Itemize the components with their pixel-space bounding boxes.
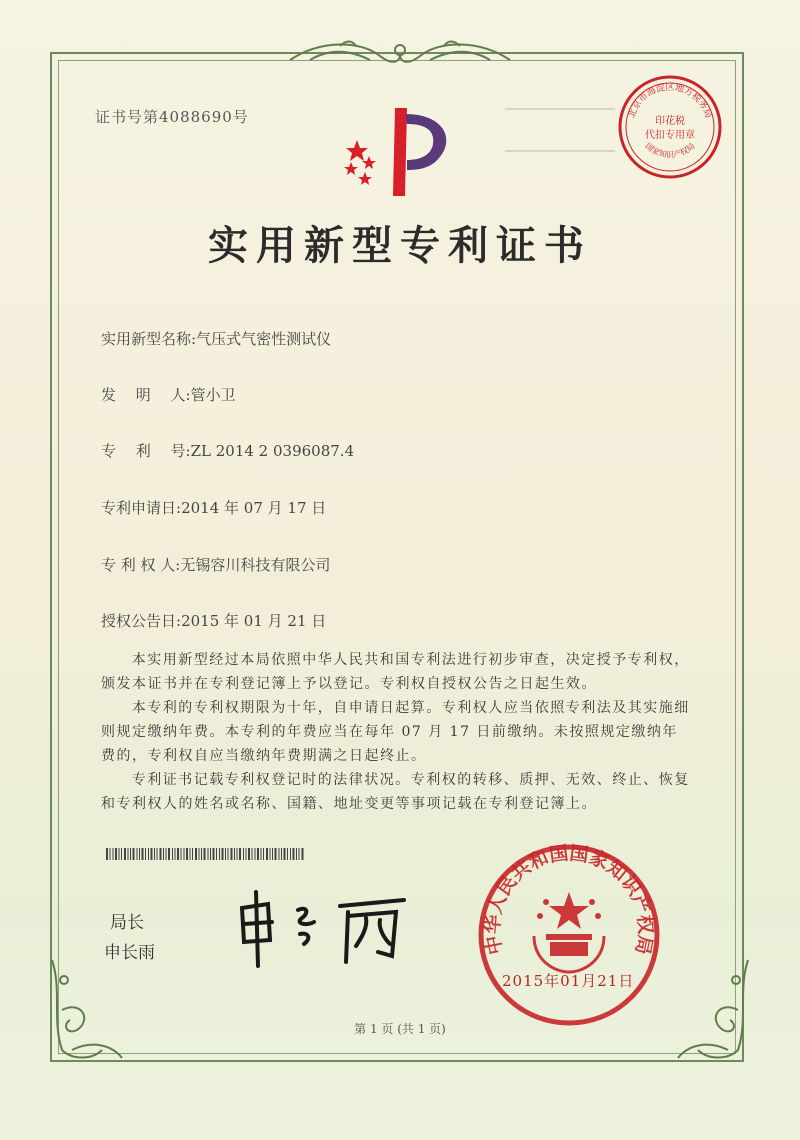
barcode-bar <box>168 848 170 860</box>
barcode-bar <box>186 848 188 860</box>
barcode-bar <box>130 848 131 860</box>
barcode-bar <box>290 848 291 860</box>
barcode-bar <box>234 848 235 860</box>
faint-line <box>505 108 615 110</box>
barcode-bar <box>177 848 179 860</box>
director-signature-icon <box>228 882 428 972</box>
barcode-bar <box>275 848 277 860</box>
field-label: 实用新型名称: <box>101 330 197 348</box>
barcode-bar <box>248 848 250 860</box>
barcode-bar <box>139 848 140 860</box>
barcode-bar <box>246 848 247 860</box>
director-name: 申长雨 <box>104 943 155 963</box>
field-value: 2015 年 01 月 21 日 <box>181 612 327 630</box>
barcode-bar <box>270 848 271 860</box>
certificate-title: 实用新型专利证书 <box>208 223 592 269</box>
barcode-bar <box>190 848 191 860</box>
barcode-bar <box>293 848 295 860</box>
barcode-bar <box>119 848 120 860</box>
barcode-bar <box>219 848 220 860</box>
barcode-bar <box>284 848 286 860</box>
barcode-bar <box>210 848 211 860</box>
barcode-bar <box>192 848 193 860</box>
barcode-bar <box>148 848 149 860</box>
barcode-bar <box>255 848 256 860</box>
barcode-bar <box>175 848 176 860</box>
cnipa-official-seal-icon <box>474 840 664 1030</box>
barcode-bar <box>145 848 146 860</box>
field-filing-date <box>101 497 326 518</box>
barcode-bar <box>266 848 268 860</box>
svg-text:国家知识产权局: 国家知识产权局 <box>643 141 697 160</box>
barcode-bar <box>213 848 215 860</box>
barcode-bar <box>287 848 288 860</box>
barcode-bar <box>222 848 224 860</box>
barcode-icon <box>106 848 306 860</box>
barcode-bar <box>279 848 280 860</box>
field-patent-number <box>101 440 354 461</box>
barcode-bar <box>239 848 241 860</box>
barcode-bar <box>299 848 300 860</box>
barcode-bar <box>160 848 162 860</box>
certificate-number: 证书号第4088690号 <box>95 108 249 126</box>
barcode-bar <box>272 848 273 860</box>
cnipa-emblem-icon <box>335 100 465 200</box>
barcode-bar <box>142 848 144 860</box>
barcode-bar <box>184 848 185 860</box>
field-grant-date <box>101 610 326 631</box>
seal-date: 2015年01月21日 <box>502 972 635 990</box>
barcode-bar <box>281 848 282 860</box>
barcode-bar <box>121 848 122 860</box>
field-value: 无锡容川科技有限公司 <box>180 556 331 574</box>
barcode-bar <box>157 848 158 860</box>
barcode-bar <box>128 848 129 860</box>
field-value: 气压式气密性测试仪 <box>196 330 332 348</box>
barcode-bar <box>154 848 155 860</box>
body-paragraph: 本实用新型经过本局依照中华人民共和国专利法进行初步审查，决定授予专利权，颁发本证书并在专利登记簿上予以登记。专利权自授权公告之日起生效。 <box>101 652 690 692</box>
tax-stamp-seal-icon <box>615 72 725 182</box>
svg-text:印花税: 印花税 <box>655 116 685 127</box>
svg-text:代扣专用章: 代扣专用章 <box>645 130 695 141</box>
director-title: 局长 <box>110 913 144 933</box>
barcode-bar <box>231 848 233 860</box>
field-value: ZL 2014 2 0396087.4 <box>190 442 355 460</box>
field-label: 发 明 人: <box>101 386 191 404</box>
field-utility-model-name <box>101 328 331 349</box>
barcode-bar <box>263 848 264 860</box>
bottom-left-ornament <box>42 950 132 1070</box>
barcode-bar <box>124 848 126 860</box>
barcode-bar <box>296 848 297 860</box>
barcode-bar <box>166 848 167 860</box>
barcode-bar <box>106 848 108 860</box>
top-ornament <box>280 36 520 72</box>
field-value: 管小卫 <box>190 386 236 404</box>
field-label: 专 利 权 人: <box>101 556 181 574</box>
certificate-body <box>101 648 691 816</box>
field-inventor <box>101 384 236 405</box>
field-label: 专利申请日: <box>101 499 182 517</box>
barcode-bar <box>201 848 202 860</box>
body-paragraph: 本专利的专利权期限为十年，自申请日起算。专利权人应当依照专利法及其实施细则规定缴纳年费。本专利的年费应当在每年 07 月 17 日前缴纳。未按照规定缴纳年费的，专利权自应当缴纳年费期满之日起终止。 <box>101 700 690 764</box>
barcode-bar <box>208 848 209 860</box>
page-number-footer: 第 1 页 (共 1 页) <box>354 1022 446 1036</box>
barcode-bar <box>261 848 262 860</box>
field-patentee <box>101 554 330 575</box>
barcode-bar <box>216 848 217 860</box>
barcode-bar <box>163 848 164 860</box>
faint-line <box>505 150 615 152</box>
barcode-bar <box>302 848 304 860</box>
field-value: 2014 年 07 月 17 日 <box>181 499 327 517</box>
svg-text:北京市海淀区地方税务局: 北京市海淀区地方税务局 <box>627 83 713 120</box>
barcode-bar <box>151 848 153 860</box>
barcode-bar <box>199 848 200 860</box>
barcode-bar <box>225 848 226 860</box>
barcode-bar <box>228 848 229 860</box>
barcode-bar <box>257 848 259 860</box>
barcode-bar <box>137 848 138 860</box>
barcode-bar <box>115 848 117 860</box>
svg-text:中华人民共和国国家知识产权局: 中华人民共和国国家知识产权局 <box>481 842 657 957</box>
bottom-right-ornament <box>668 950 758 1070</box>
field-label: 授权公告日: <box>101 612 182 630</box>
barcode-bar <box>237 848 238 860</box>
barcode-bar <box>133 848 135 860</box>
barcode-bar <box>195 848 197 860</box>
barcode-bar <box>181 848 182 860</box>
barcode-bar <box>243 848 244 860</box>
body-paragraph: 专利证书记载专利权登记时的法律状况。专利权的转移、质押、无效、终止、恢复和专利权人的姓名或名称、国籍、地址变更等事项记载在专利登记簿上。 <box>101 772 690 812</box>
barcode-bar <box>110 848 111 860</box>
field-label: 专 利 号: <box>101 442 191 460</box>
barcode-bar <box>252 848 253 860</box>
barcode-bar <box>113 848 114 860</box>
barcode-bar <box>172 848 173 860</box>
barcode-bar <box>204 848 206 860</box>
